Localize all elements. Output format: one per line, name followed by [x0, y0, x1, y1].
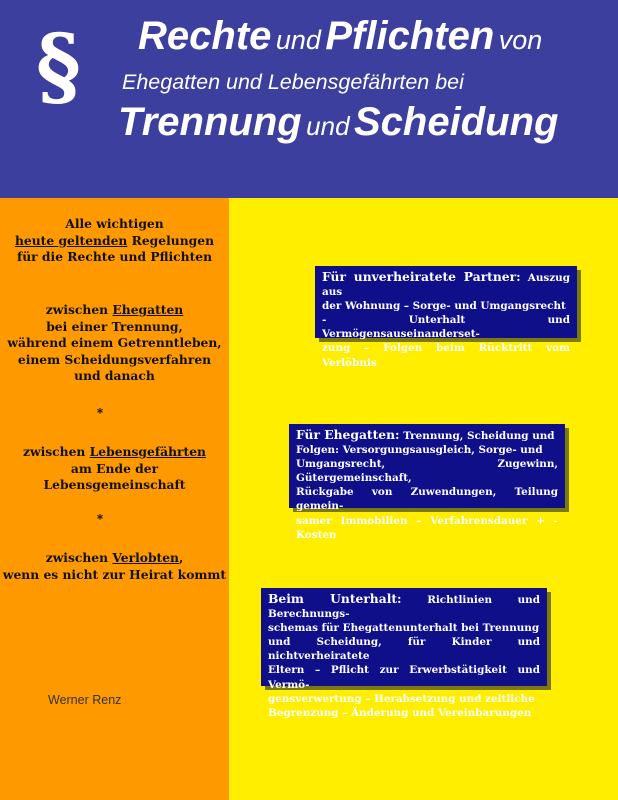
fiances-post: , [179, 550, 184, 565]
box-line-support-5: gensverwertung – Herabsetzung und zeitliche [268, 692, 535, 705]
intro-line-1: Alle wichtigen [65, 216, 164, 231]
partners-line-1 [0, 444, 229, 461]
info-box-support [261, 588, 547, 719]
box-lead-support: Beim Unterhalt: [268, 591, 402, 606]
spouses-line-2: bei einer Trennung, [46, 318, 183, 334]
intro-line-3: für die Rechte und Pflichten [16, 249, 213, 264]
box-line-support-2: schemas für Ehegattenunterhalt bei Trennung [268, 622, 540, 635]
fiances-line-1 [0, 550, 229, 567]
cover-header [0, 0, 618, 198]
box-line-support-4: Eltern – Pflicht zur Erwerbstätigkeit und Vermö- [268, 664, 540, 691]
spouses-line-5: und danach [74, 368, 155, 383]
title-word-rechte: Rechte [138, 14, 272, 58]
intro-underlined: heute geltenden [14, 232, 128, 248]
partners-line-2: am Ende der [70, 460, 159, 476]
title-line-1 [138, 14, 542, 59]
box-line-spouses-4: Rückgabe von Zuwendungen, Teilung gemein- [296, 486, 558, 513]
title-joiner-und: und [275, 25, 321, 55]
fiances-block [0, 550, 229, 583]
box-line-partners-4: zung – Folgen beim Rücktritt vom Verlöbnis [322, 342, 570, 369]
intro-block [0, 216, 229, 266]
separator-star-1: * [96, 406, 104, 420]
partners-line-3: Lebensgemeinschaft [43, 477, 186, 492]
title-line-3 [118, 100, 558, 145]
partners-block [0, 444, 229, 494]
fiances-pre: zwischen [45, 550, 113, 565]
title-word-scheidung: Scheidung [354, 100, 559, 144]
box-line-spouses-2: Folgen: Versorgungsausgleich, Sorge- und [296, 444, 543, 457]
fiances-line-2: wenn es nicht zur Heirat kommt [2, 566, 227, 582]
left-panel [0, 198, 229, 800]
intro-line-2 [0, 233, 229, 250]
box-line-support-1: Richtlinien und Berechnungs- [268, 594, 540, 621]
box-line-partners-1: Auszug aus [322, 272, 570, 299]
partners-pre: zwischen [23, 444, 90, 459]
info-box-spouses [289, 424, 565, 541]
box-line-support-3: und Scheidung, für Kinder und nichtverheiratete [268, 636, 540, 663]
separator-star-2: * [96, 512, 104, 526]
author-name: Werner Renz [48, 693, 122, 707]
box-line-partners-3: - Unterhalt und Vermögensauseinanderset- [322, 314, 570, 341]
box-line-support-6: Begrenzung – Änderung und Vereinbarungen [268, 706, 532, 719]
box-line-spouses-5: samer Immobilien – Verfahrensdauer + -Kosten [296, 514, 558, 541]
spouses-block [0, 302, 229, 385]
spouses-line-3: während einem Getrenntleben, [7, 335, 222, 350]
spouses-line-1 [0, 302, 229, 319]
intro-line-2-rest: Regelungen [127, 232, 215, 248]
spouses-line-4: einem Scheidungsverfahren [17, 351, 212, 367]
spouses-underlined: Ehegatten [112, 302, 184, 317]
box-line-spouses-3: Umgangsrecht, Zugewinn, Gütergemeinschaft, [296, 458, 558, 485]
title-joiner-und-2: und [306, 111, 350, 141]
box-line-spouses-1: Trennung, Scheidung und [399, 430, 555, 442]
paragraph-symbol: § [36, 16, 81, 117]
title-line-2: Ehegatten und Lebensgefährten bei [122, 70, 464, 94]
info-box-unmarried-partners [315, 266, 577, 369]
title-word-trennung: Trennung [118, 100, 302, 144]
fiances-underlined: Verlobten [112, 550, 179, 565]
title-word-pflichten: Pflichten [325, 14, 495, 58]
partners-underlined: Lebensgefährten [89, 444, 206, 459]
box-lead-spouses: Für Ehegatten: [296, 427, 400, 442]
box-line-partners-2: der Wohnung – Sorge- und Umgangsrecht [322, 300, 566, 313]
title-joiner-von: von [498, 25, 543, 55]
box-lead-partners: Für unverheiratete Partner: [322, 269, 521, 284]
spouses-pre: zwischen [45, 302, 113, 317]
